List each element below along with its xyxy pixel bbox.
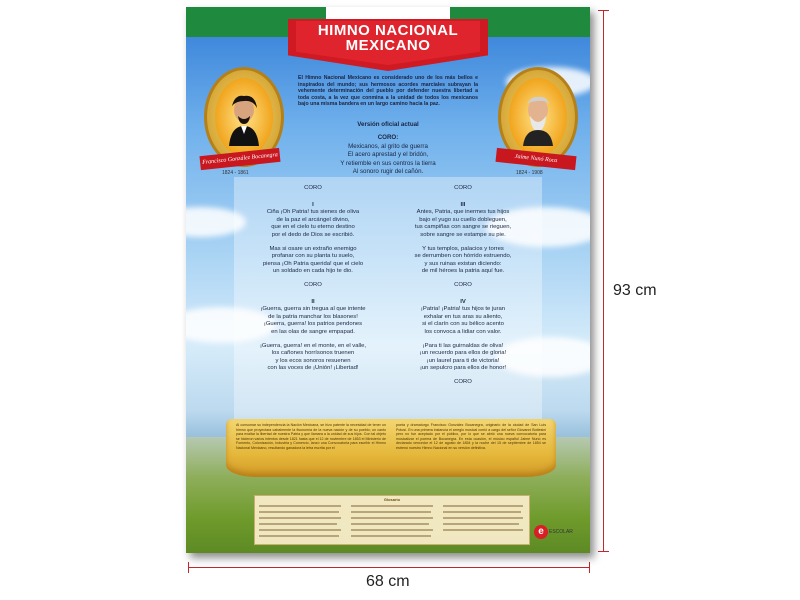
- publisher-logo: e: [534, 525, 548, 539]
- stanza-verse: ¡Guerra, guerra sin tregua al que intente de la patria manchar los blasones! ¡Guerra, guerra! los patrios pendones en las olas de sangre empapad.: [260, 306, 366, 335]
- width-dimension-line: [188, 567, 590, 568]
- width-dimension-cap-right: [589, 562, 590, 573]
- stanza-verse: Ciña ¡Oh Patria! tus sienes de oliva de la paz el arcángel divino, que en el cielo tu eterno destino por el dedo de Dios se escribió.: [266, 209, 360, 238]
- stanza-verse: ¡Patria! ¡Patria! tus hijos te juran exhalar en tus aras su aliento, si el clarín con su bélico acento los convoca a lidiar con valor.: [420, 306, 506, 335]
- glossary-line: [351, 523, 429, 525]
- portrait-name-ribbon-left: Francisco González Bocanegra: [199, 148, 280, 170]
- history-scroll: [226, 419, 556, 477]
- stanza-number: II: [311, 298, 315, 305]
- height-dimension-cap-top: [598, 10, 609, 11]
- coro-label: CORO: [304, 185, 322, 191]
- glossary-title: Glosario: [383, 497, 401, 502]
- coro-line: Y retiemble en sus centros la tierra: [340, 159, 436, 167]
- glossary-line: [443, 511, 521, 513]
- title-line-1: HIMNO NACIONAL: [317, 22, 459, 39]
- coro-line: El acero aprestad y el bridón,: [347, 151, 429, 159]
- stanza-number: IV: [460, 298, 466, 305]
- glossary-line: [259, 505, 341, 507]
- glossary-line: [443, 517, 523, 519]
- glossary-line: [351, 535, 431, 537]
- stanza-verse: Mas si osare un extraño enemigo profanar con su planta tu suelo, piensa ¡Oh Patria querida! que el cielo un soldado en cada hijo te dio.: [262, 245, 364, 275]
- coro-label: CORO: [454, 185, 472, 191]
- glossary-line: [351, 517, 433, 519]
- stanza-verse: ¡Guerra, guerra! en el monte, en el valle, los cañones horrísonos truenen y los ecos sonoros resuenen con las voces de ¡Unión! ¡Libertad!: [259, 342, 367, 372]
- coro-label: CORO: [454, 281, 472, 288]
- width-dimension-cap-left: [188, 562, 189, 573]
- portrait-dates-right: 1824 - 1908: [516, 170, 543, 176]
- width-label: 68 cm: [366, 573, 410, 590]
- glossary-line: [259, 523, 337, 525]
- coro-line: Al sonoro rugir del cañón.: [352, 167, 424, 175]
- portrait-name-ribbon-right: Jaime Nunó Roca: [495, 148, 576, 170]
- portrait-dates-left: 1824 - 1861: [222, 170, 249, 176]
- stanza-verse: ¡Para ti las guirnaldas de oliva! ¡un recuerdo para ellos de gloria! ¡un laurel para ti de victoria! ¡un sepulcro para ellos de honor!: [419, 342, 507, 372]
- title-line-2: MEXICANO: [345, 37, 431, 54]
- glossary-line: [259, 535, 339, 537]
- stanza-verse: Y tus templos, palacios y torres se derrumben con hórrido estruendo, y sus ruinas existan diciendo: de mil héroes la patria aquí fue.: [414, 245, 512, 275]
- glossary-line: [443, 523, 519, 525]
- version-label: Versión oficial actual: [357, 121, 419, 128]
- stanza-column-left: [238, 185, 388, 379]
- height-label: 93 cm: [613, 282, 657, 299]
- glossary-line: [351, 511, 431, 513]
- coro-heading: CORO:: [377, 134, 399, 141]
- glossary-line: [259, 529, 341, 531]
- publisher-logo-text: ESCOLAR: [549, 529, 573, 535]
- height-dimension-cap-bottom: [598, 551, 609, 552]
- poster-title: [288, 23, 488, 53]
- glossary-line: [351, 505, 433, 507]
- stanza-verse: Antes, Patria, que inermes tus hijos bajo el yugo su cuello dobleguen, tus campiñas con sangre se rieguen, sobre sangre se estampe su pie.: [414, 209, 512, 238]
- stanza-column-right: [388, 185, 538, 395]
- portrait-nuno-roca: [521, 92, 555, 146]
- history-text-left: Al consumar su independencia la Nación Mexicana, se hizo patente la necesidad de tener un himno que proyectara cabalmente la fisonomía de la nueva nación y de su pueblo; un canto para exaltar la libertad de nuestra Patria y que llamara a la unidad de sus hijos. Con tal objeto se hicieron varios intentos desde 1821 hasta que el 12 de noviembre de 1853 el Ministerio de Fomento, Colonización, Industria y Comercio, lanzó una Convocatoria para escribir el Himno Nacional Mexicano, resultando ganadora la letra escrita por el: [236, 423, 386, 450]
- glossary-line: [443, 505, 523, 507]
- portrait-gonzalez-bocanegra: [227, 92, 261, 146]
- height-dimension-line: [603, 10, 604, 552]
- stanza-number: I: [312, 201, 314, 208]
- glossary-line: [443, 529, 523, 531]
- coro-verse: [298, 143, 478, 176]
- stanza-number: III: [460, 201, 466, 208]
- glossary-box: [254, 495, 530, 545]
- intro-paragraph: El Himno Nacional Mexicano es considerado uno de los más bellos e inspirados del mundo; sus hermosos acordes marciales subrayan la vehemente determinación del pueblo por defender nuestra libertad a toda costa, a la vez que conmina a la unidad de todos los mexicanos bajo una misma bandera en un largo camino hacia la paz.: [298, 75, 478, 107]
- glossary-line: [351, 529, 433, 531]
- coro-label: CORO: [454, 378, 472, 385]
- coro-label: CORO: [304, 281, 322, 288]
- glossary-line: [259, 517, 341, 519]
- coro-line: Mexicanos, al grito de guerra: [348, 143, 428, 150]
- poster: [186, 7, 590, 553]
- history-text-right: poeta y dramaturgo Francisco González Bocanegra, originario de la ciudad de San Luis Potosí. En una primera instancia el arreglo musical corrió a cargo del señor Giovanni Bottesini pero no fue aceptado por el público, por lo que se abrió una nueva convocatoria para musicalizar el poema de Bocanegra. En esta ocasión, el músico español Jaime Nunó es declarado vencedor el 12 de agosto de 1854 y la noche del 15 de septiembre de 1854 se estrenó nuestro Himno Nacional en su versión definitiva.: [396, 423, 546, 450]
- glossary-line: [259, 511, 339, 513]
